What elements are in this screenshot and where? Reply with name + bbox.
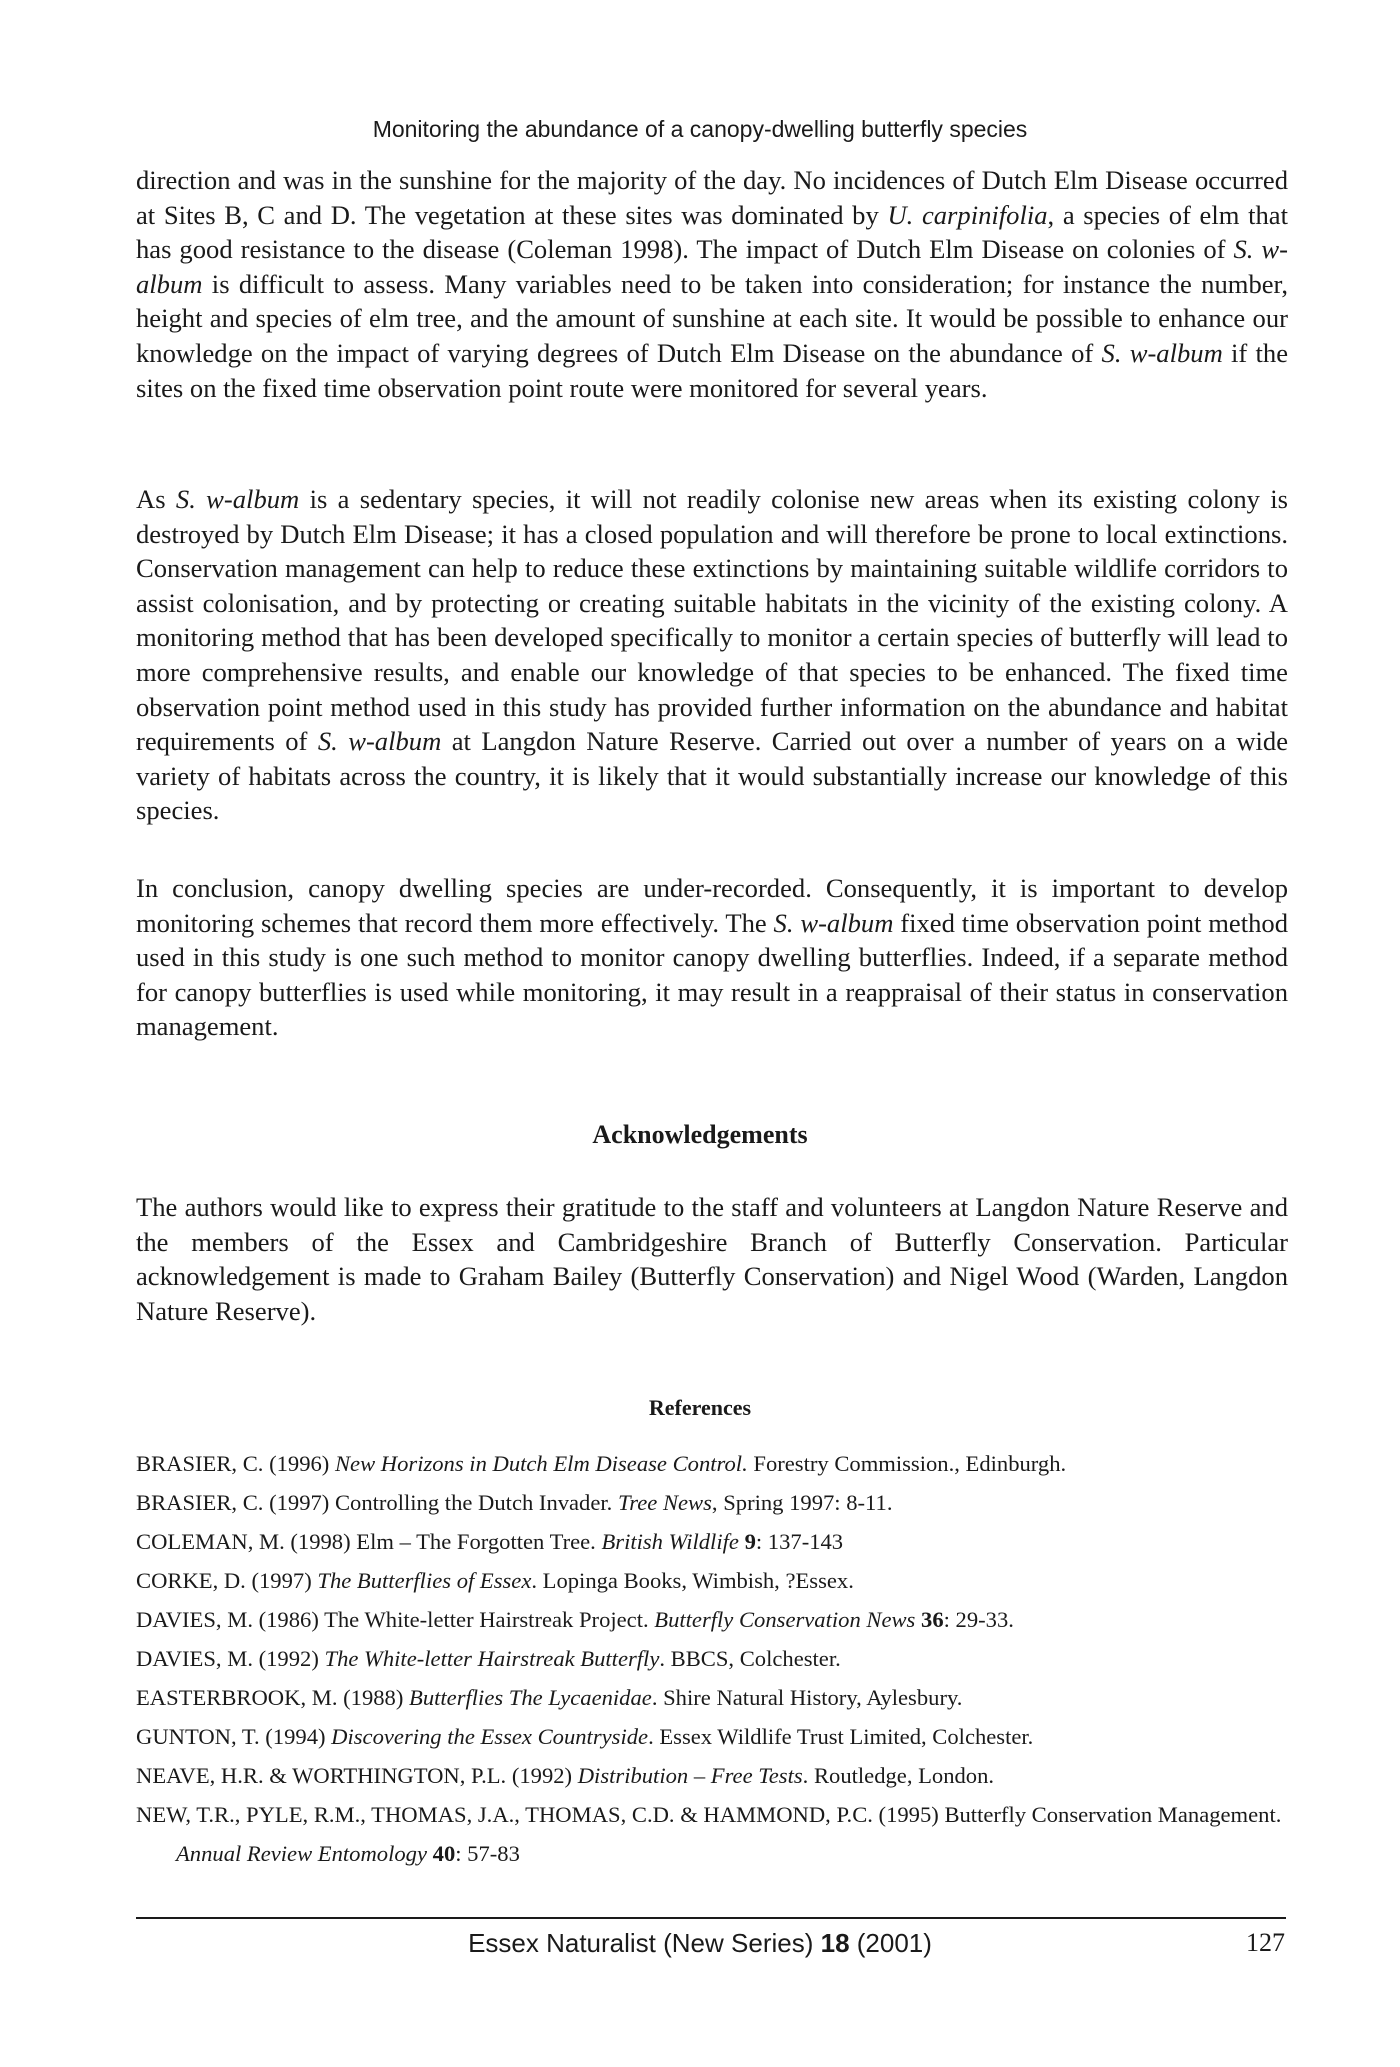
reference-item: CORKE, D. (1997) The Butterflies of Essex. Lopinga Books, Wimbish, ?Essex. [136,1568,854,1593]
journal-year: (2001) [849,1928,932,1958]
journal-citation [0,1928,1400,1959]
body-paragraph-3: In conclusion, canopy dwelling species are under-recorded. Consequently, it is important to develop monitoring schemes that record them more effectively. The S. w-album fixed time observation point method used in this study is one such method to monitor canopy dwelling butterflies. Indeed, if a separate method for canopy butterflies is used while monitoring, it may result in a reappraisal of their status in conservation management. [136,873,1288,1042]
reference-item: BRASIER, C. (1997) Controlling the Dutch Invader. Tree News, Spring 1997: 8-11. [136,1490,893,1515]
reference-item: DAVIES, M. (1992) The White-letter Hairstreak Butterfly. BBCS, Colchester. [136,1646,841,1671]
reference-item: BRASIER, C. (1996) New Horizons in Dutch Elm Disease Control. Forestry Commission., Edinburgh. [136,1451,1067,1476]
reference-item: DAVIES, M. (1986) The White-letter Hairstreak Project. Butterfly Conservation News 36: 29-33. [136,1607,1014,1632]
reference-item: EASTERBROOK, M. (1988) Butterflies The Lycaenidae. Shire Natural History, Aylesbury. [136,1685,963,1710]
running-title: Monitoring the abundance of a canopy-dwelling butterfly species [372,116,1028,142]
references-heading: References [648,1395,752,1420]
journal-volume: 18 [820,1928,850,1958]
reference-item: COLEMAN, M. (1998) Elm – The Forgotten Tree. British Wildlife 9: 137-143 [136,1529,844,1554]
reference-item: NEW, T.R., PYLE, R.M., THOMAS, J.A., THOMAS, C.D. & HAMMOND, P.C. (1995) Butterfly Conservation Management. Annual Review Entomology 40: 57-83 [136,1802,1282,1866]
acknowledgements-heading: Acknowledgements [592,1120,808,1149]
body-paragraph-2: As S. w-album is a sedentary species, it will not readily colonise new areas when its existing colony is destroyed by Dutch Elm Disease; it has a closed population and will therefore be prone to local extinctions. Conservation management can help to reduce these extinctions by maintaining suitable wildlife corridors to assist colonisation, and by protecting or creating suitable habitats in the vicinity of the existing colony. A monitoring method that has been developed specifically to monitor a certain species of butterfly will lead to more comprehensive results, and enable our knowledge of that species to be enhanced. The fixed time observation point method used in this study has provided further information on the abundance and habitat requirements of S. w-album at Langdon Nature Reserve. Carried out over a number of years on a wide variety of habitats across the country, it is likely that it would substantially increase our knowledge of this species. [136,484,1289,826]
reference-list [136,1444,1296,1873]
page-number: 127 [1246,1928,1285,1957]
acknowledgements-paragraph: The authors would like to express their gratitude to the staff and volunteers at Langdon Nature Reserve and the members of the Essex and Cambridgeshire Branch of Butterfly Conservation. Particular acknowledgement is made to Graham Bailey (Butterfly Conservation) and Nigel Wood (Warden, Langdon Nature Reserve). [136,1192,1288,1326]
body-paragraph-1: direction and was in the sunshine for the majority of the day. No incidences of Dutch Elm Disease occurred at Sites B, C and D. The vegetation at these sites was dominated by U. carpinifolia, a species of elm that has good resistance to the disease (Coleman 1998). The impact of Dutch Elm Disease on colonies of S. w-album is difficult to assess. Many variables need to be taken into consideration; for instance the number, height and species of elm tree, and the amount of sunshine at each site. It would be possible to enhance our knowledge on the impact of varying degrees of Dutch Elm Disease on the abundance of S. w-album if the sites on the fixed time observation point route were monitored for several years. [136,165,1289,403]
journal-name: Essex Naturalist (New Series) [468,1928,821,1958]
footer-rule [136,1917,1286,1919]
reference-item: NEAVE, H.R. & WORTHINGTON, P.L. (1992) Distribution – Free Tests. Routledge, London. [136,1763,995,1788]
reference-item: GUNTON, T. (1994) Discovering the Essex Countryside. Essex Wildlife Trust Limited, Colchester. [136,1724,1034,1749]
